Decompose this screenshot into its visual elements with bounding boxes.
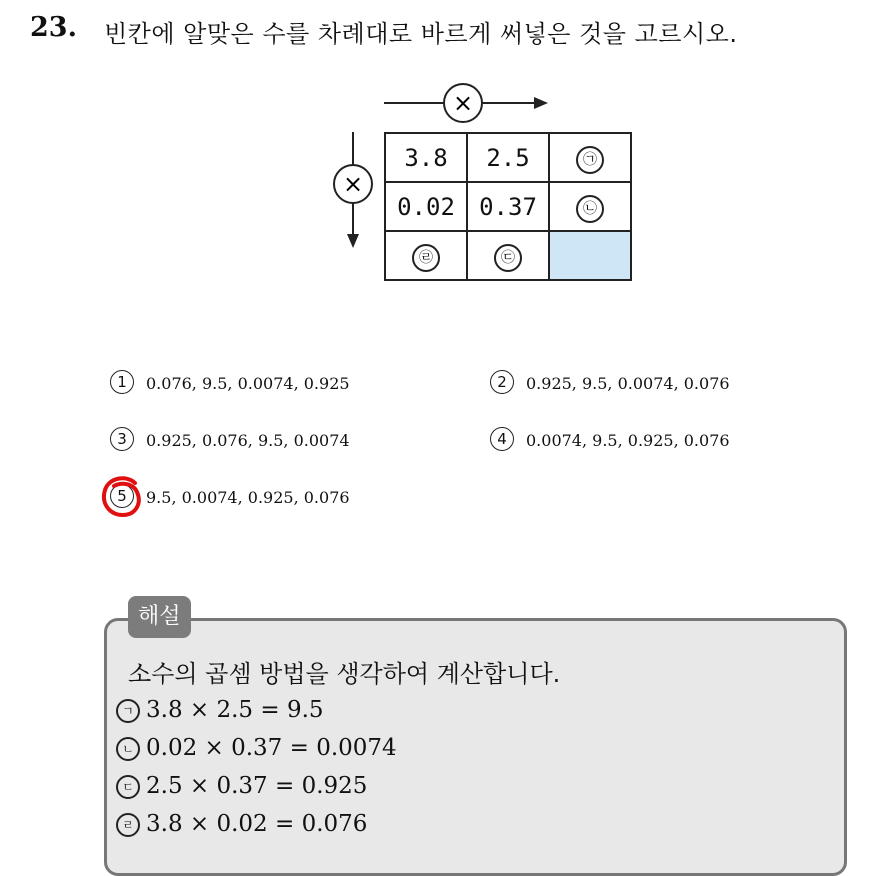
explanation-label-c: ㄷ: [116, 775, 140, 799]
blank-label-a: ㉠: [576, 146, 604, 174]
choice-2-number: 2: [490, 370, 514, 394]
cell-r1c1: 3.8: [385, 133, 467, 182]
cell-r2c3: [549, 182, 631, 231]
cell-r1c3: [549, 133, 631, 182]
question-text: 빈칸에 알맞은 수를 차례대로 바르게 써넣은 것을 고르시오.: [104, 20, 738, 48]
choice-5[interactable]: [110, 484, 350, 508]
cell-r3c1: [385, 231, 467, 280]
operator-top: ×: [452, 89, 474, 117]
explanation-label-a: ㄱ: [116, 699, 140, 723]
cell-r1c2: 2.5: [467, 133, 549, 182]
choice-5-text: 9.5, 0.0074, 0.925, 0.076: [146, 488, 350, 507]
choice-3-number: 3: [110, 427, 134, 451]
explanation-tag: 해설: [128, 596, 191, 638]
explanation-line-d: ㄹ 3.8 × 0.02 = 0.076: [116, 811, 367, 837]
cell-r3c3-shaded: [549, 231, 631, 280]
cell-r3c2: [467, 231, 549, 280]
number-grid: [384, 132, 632, 281]
answer-circle-mark: [101, 474, 145, 520]
blank-label-b: ㉡: [576, 195, 604, 223]
explanation-intro: 소수의 곱셈 방법을 생각하여 계산합니다.: [128, 660, 561, 688]
choice-2[interactable]: [490, 370, 730, 394]
explanation-label-b: ㄴ: [116, 737, 140, 761]
blank-label-d: ㉣: [412, 244, 440, 272]
cell-r2c1: 0.02: [385, 182, 467, 231]
choice-1-number: 1: [110, 370, 134, 394]
choice-1-text: 0.076, 9.5, 0.0074, 0.925: [146, 374, 350, 393]
right-arrow-icon: [534, 97, 548, 109]
operator-left: ×: [342, 170, 364, 198]
choice-1[interactable]: [110, 370, 350, 394]
choice-4-number: 4: [490, 427, 514, 451]
choice-3[interactable]: [110, 427, 350, 451]
explanation-line-b: ㄴ 0.02 × 0.37 = 0.0074: [116, 735, 397, 761]
explanation-line-c: ㄷ 2.5 × 0.37 = 0.925: [116, 773, 367, 799]
explanation-label-d: ㄹ: [116, 813, 140, 837]
choice-4-text: 0.0074, 9.5, 0.925, 0.076: [526, 431, 730, 450]
choice-5-number: 5: [110, 484, 134, 508]
down-arrow-icon: [347, 234, 359, 248]
choice-4[interactable]: [490, 427, 730, 451]
explanation-line-a: ㄱ 3.8 × 2.5 = 9.5: [116, 697, 324, 723]
choice-2-text: 0.925, 9.5, 0.0074, 0.076: [526, 374, 730, 393]
question-number: 23.: [30, 12, 77, 43]
blank-label-c: ㉢: [494, 244, 522, 272]
cell-r2c2: 0.37: [467, 182, 549, 231]
choice-3-text: 0.925, 0.076, 9.5, 0.0074: [146, 431, 350, 450]
